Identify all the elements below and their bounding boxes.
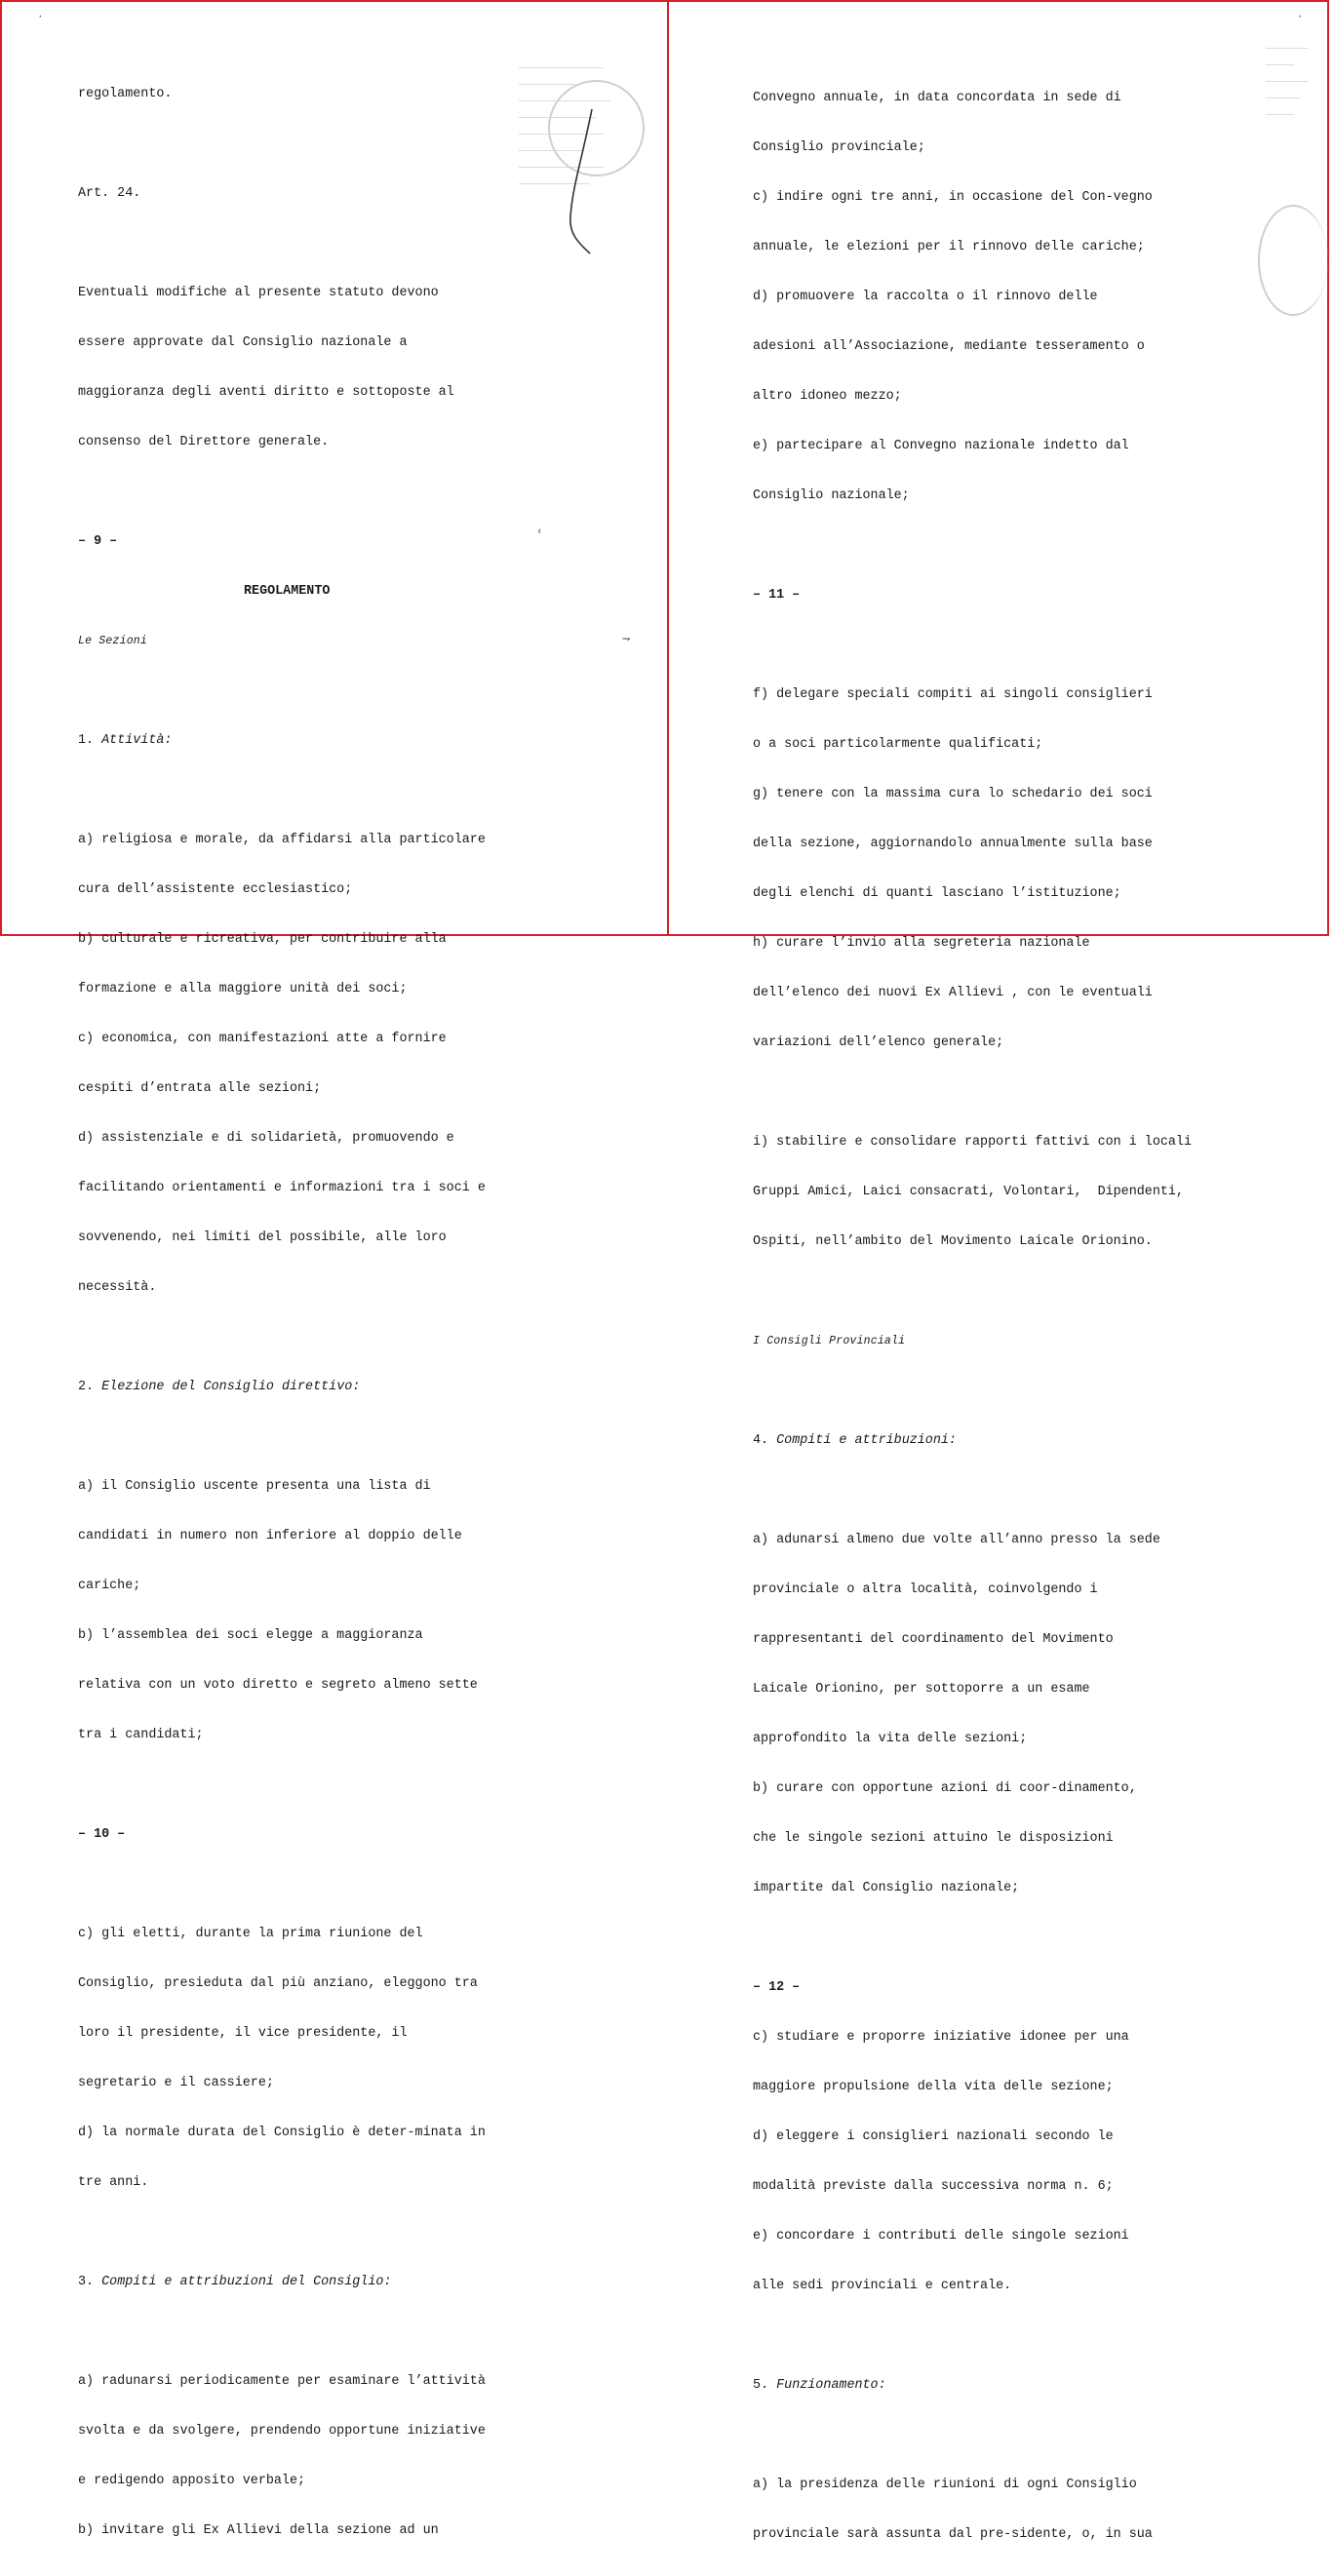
text-line: sovvenendo, nei limiti del possibile, alle loro — [78, 1230, 447, 1245]
text-line: formazione e alla maggiore unità dei soci; — [78, 982, 408, 996]
text-line: Consiglio nazionale; — [753, 488, 910, 503]
text-line: a) radunarsi periodicamente per esaminare l’attività — [78, 2374, 486, 2389]
text-line: a) religiosa e morale, da affidarsi alla particolare — [78, 833, 486, 847]
text-line: altro idoneo mezzo; — [753, 389, 902, 404]
text-line: c) indire ogni tre anni, in occasione del Con-vegno — [753, 190, 1153, 205]
text-line: d) la normale durata del Consiglio è deter-minata in — [78, 2126, 486, 2140]
document-title: REGOLAMENTO — [244, 584, 331, 599]
text-line: c) gli eletti, durante la prima riunione del — [78, 1927, 423, 1941]
bleed-through-text: ──────────── ──────── ───────────── ─────────── ──────────── ───────── ──────────── ────────── — [519, 61, 610, 191]
item-heading — [78, 732, 486, 749]
text-line: candidati in numero non inferiore al doppio delle — [78, 1529, 462, 1543]
stamp-mark — [1258, 205, 1328, 316]
text-line: Consiglio, presieduta dal più anziano, eleggono tra — [78, 1976, 478, 1991]
text-line: provinciale o altra località, coinvolgendo i — [753, 1582, 1098, 1597]
item-heading — [753, 1432, 1192, 1449]
item-title: Attività: — [101, 733, 173, 748]
text-line: necessità. — [78, 1280, 157, 1295]
text-line: f) delegare speciali compiti ai singoli consiglieri — [753, 687, 1153, 702]
text-line: regolamento. — [78, 87, 173, 101]
text-line: segretario e il cassiere; — [78, 2076, 274, 2090]
item-title: Compiti e attribuzioni: — [776, 1433, 957, 1448]
text-line: rappresentanti del coordinamento del Movimento — [753, 1632, 1114, 1647]
text-line: e redigendo apposito verbale; — [78, 2474, 306, 2488]
text-line: maggioranza degli aventi diritto e sottoposte al — [78, 385, 454, 400]
page-number: – 11 – — [753, 588, 801, 603]
text-line: d) promuovere la raccolta o il rinnovo delle — [753, 290, 1098, 304]
text-line: b) culturale e ricreativa, per contribuire alla — [78, 932, 447, 947]
item-heading — [753, 2377, 1192, 2394]
item-number: 5. — [753, 2378, 769, 2393]
text-line: modalità previste dalla successiva norma n. 6; — [753, 2179, 1114, 2194]
article-heading: Art. 24. — [78, 186, 141, 201]
left-page-text — [78, 53, 486, 2572]
item-title: Compiti e attribuzioni del Consiglio: — [101, 2275, 392, 2289]
text-line: degli elenchi di quanti lasciano l’istituzione; — [753, 886, 1121, 901]
item-title: Funzionamento: — [776, 2378, 886, 2393]
text-line: tra i candidati; — [78, 1728, 204, 1742]
text-line: c) studiare e proporre iniziative idonee per una — [753, 2030, 1129, 2045]
text-line: e) partecipare al Convegno nazionale indetto dal — [753, 439, 1129, 453]
page-number: – 12 – — [753, 1980, 801, 1995]
text-line: b) invitare gli Ex Allievi della sezione ad un — [78, 2523, 439, 2538]
text-line: a) adunarsi almeno due volte all’anno presso la sede — [753, 1533, 1160, 1547]
page-number: – 9 – — [78, 534, 118, 549]
page-number: – 10 – — [78, 1827, 126, 1842]
text-line: dell’elenco dei nuovi Ex Allievi , con le eventuali — [753, 986, 1153, 1000]
text-line: Consiglio provinciale; — [753, 140, 925, 155]
text-line: Gruppi Amici, Laici consacrati, Volontari, Dipendenti, — [753, 1185, 1184, 1199]
text-line: maggiore propulsione della vita delle sezione; — [753, 2080, 1114, 2094]
text-line: d) assistenziale e di solidarietà, promuovendo e — [78, 1131, 454, 1146]
item-number: 4. — [753, 1433, 769, 1448]
text-line: consenso del Direttore generale. — [78, 435, 330, 449]
right-page — [669, 2, 1327, 2542]
text-line: Laicale Orionino, per sottoporre a un esame — [753, 1682, 1090, 1697]
text-line: approfondito la vita delle sezioni; — [753, 1732, 1028, 1746]
text-line: essere approvate dal Consiglio nazionale a — [78, 335, 408, 350]
text-line: a) il Consiglio uscente presenta una lista di — [78, 1479, 431, 1494]
text-line: h) curare l’invio alla segreteria nazionale — [753, 936, 1090, 951]
left-page — [2, 2, 665, 2538]
text-line: tre anni. — [78, 2175, 149, 2190]
item-title: Elezione del Consiglio direttivo: — [101, 1380, 361, 1394]
text-line: cariche; — [78, 1579, 141, 1593]
text-line: impartite dal Consiglio nazionale; — [753, 1881, 1020, 1895]
bleed-through-text: ────── ──── ────── ───── ──── — [1266, 42, 1309, 122]
text-line: o a soci particolarmente qualificati; — [753, 737, 1043, 752]
text-line: svolta e da svolgere, prendendo opportune iniziative — [78, 2424, 486, 2439]
right-page-text — [753, 57, 1192, 2576]
text-line: annuale, le elezioni per il rinnovo delle cariche; — [753, 240, 1145, 254]
text-line: della sezione, aggiornandolo annualmente sulla base — [753, 837, 1153, 851]
item-heading — [78, 1379, 486, 1395]
text-line: loro il presidente, il vice presidente, il — [78, 2026, 408, 2041]
text-line: c) economica, con manifestazioni atte a fornire — [78, 1032, 447, 1046]
scan-speck: · — [37, 12, 44, 23]
item-heading — [78, 2274, 486, 2290]
text-line: b) l’assemblea dei soci elegge a maggioranza — [78, 1628, 423, 1643]
text-line: i) stabilire e consolidare rapporti fattivi con i locali — [753, 1135, 1192, 1150]
text-line: Eventuali modifiche al presente statuto devono — [78, 286, 439, 300]
text-line: che le singole sezioni attuino le disposizioni — [753, 1831, 1114, 1846]
text-line: facilitando orientamenti e informazioni tra i soci e — [78, 1181, 486, 1195]
section-heading: Le Sezioni — [78, 635, 148, 647]
text-line: variazioni dell’elenco generale; — [753, 1035, 1004, 1050]
text-line: adesioni all’Associazione, mediante tesseramento o — [753, 339, 1145, 354]
text-line: Convegno annuale, in data concordata in sede di — [753, 91, 1121, 105]
scan-speck: · — [1297, 12, 1304, 23]
signature-mark — [563, 99, 611, 255]
text-line: relativa con un voto diretto e segreto almeno sette — [78, 1678, 478, 1693]
text-line: provinciale sarà assunta dal pre-sidente, o, in sua — [753, 2527, 1153, 2542]
text-line: cespiti d’entrata alle sezioni; — [78, 1081, 322, 1096]
scan-speck: ⇁ — [622, 632, 631, 647]
section-heading: I Consigli Provinciali — [753, 1335, 906, 1347]
text-line: e) concordare i contributi delle singole sezioni — [753, 2229, 1129, 2244]
text-line: a) la presidenza delle riunioni di ogni Consiglio — [753, 2478, 1137, 2492]
item-number: 1. — [78, 733, 95, 748]
text-line: cura dell’assistente ecclesiastico; — [78, 882, 353, 897]
text-line: d) eleggere i consiglieri nazionali secondo le — [753, 2129, 1114, 2144]
text-line: alle sedi provinciali e centrale. — [753, 2279, 1012, 2293]
item-number: 2. — [78, 1380, 95, 1394]
text-line: b) curare con opportune azioni di coor-dinamento, — [753, 1781, 1137, 1796]
scan-speck: ‹ — [536, 527, 543, 538]
text-line: g) tenere con la massima cura lo schedario dei soci — [753, 787, 1153, 801]
item-number: 3. — [78, 2275, 95, 2289]
text-line: Ospiti, nell’ambito del Movimento Laicale Orionino. — [753, 1234, 1153, 1249]
